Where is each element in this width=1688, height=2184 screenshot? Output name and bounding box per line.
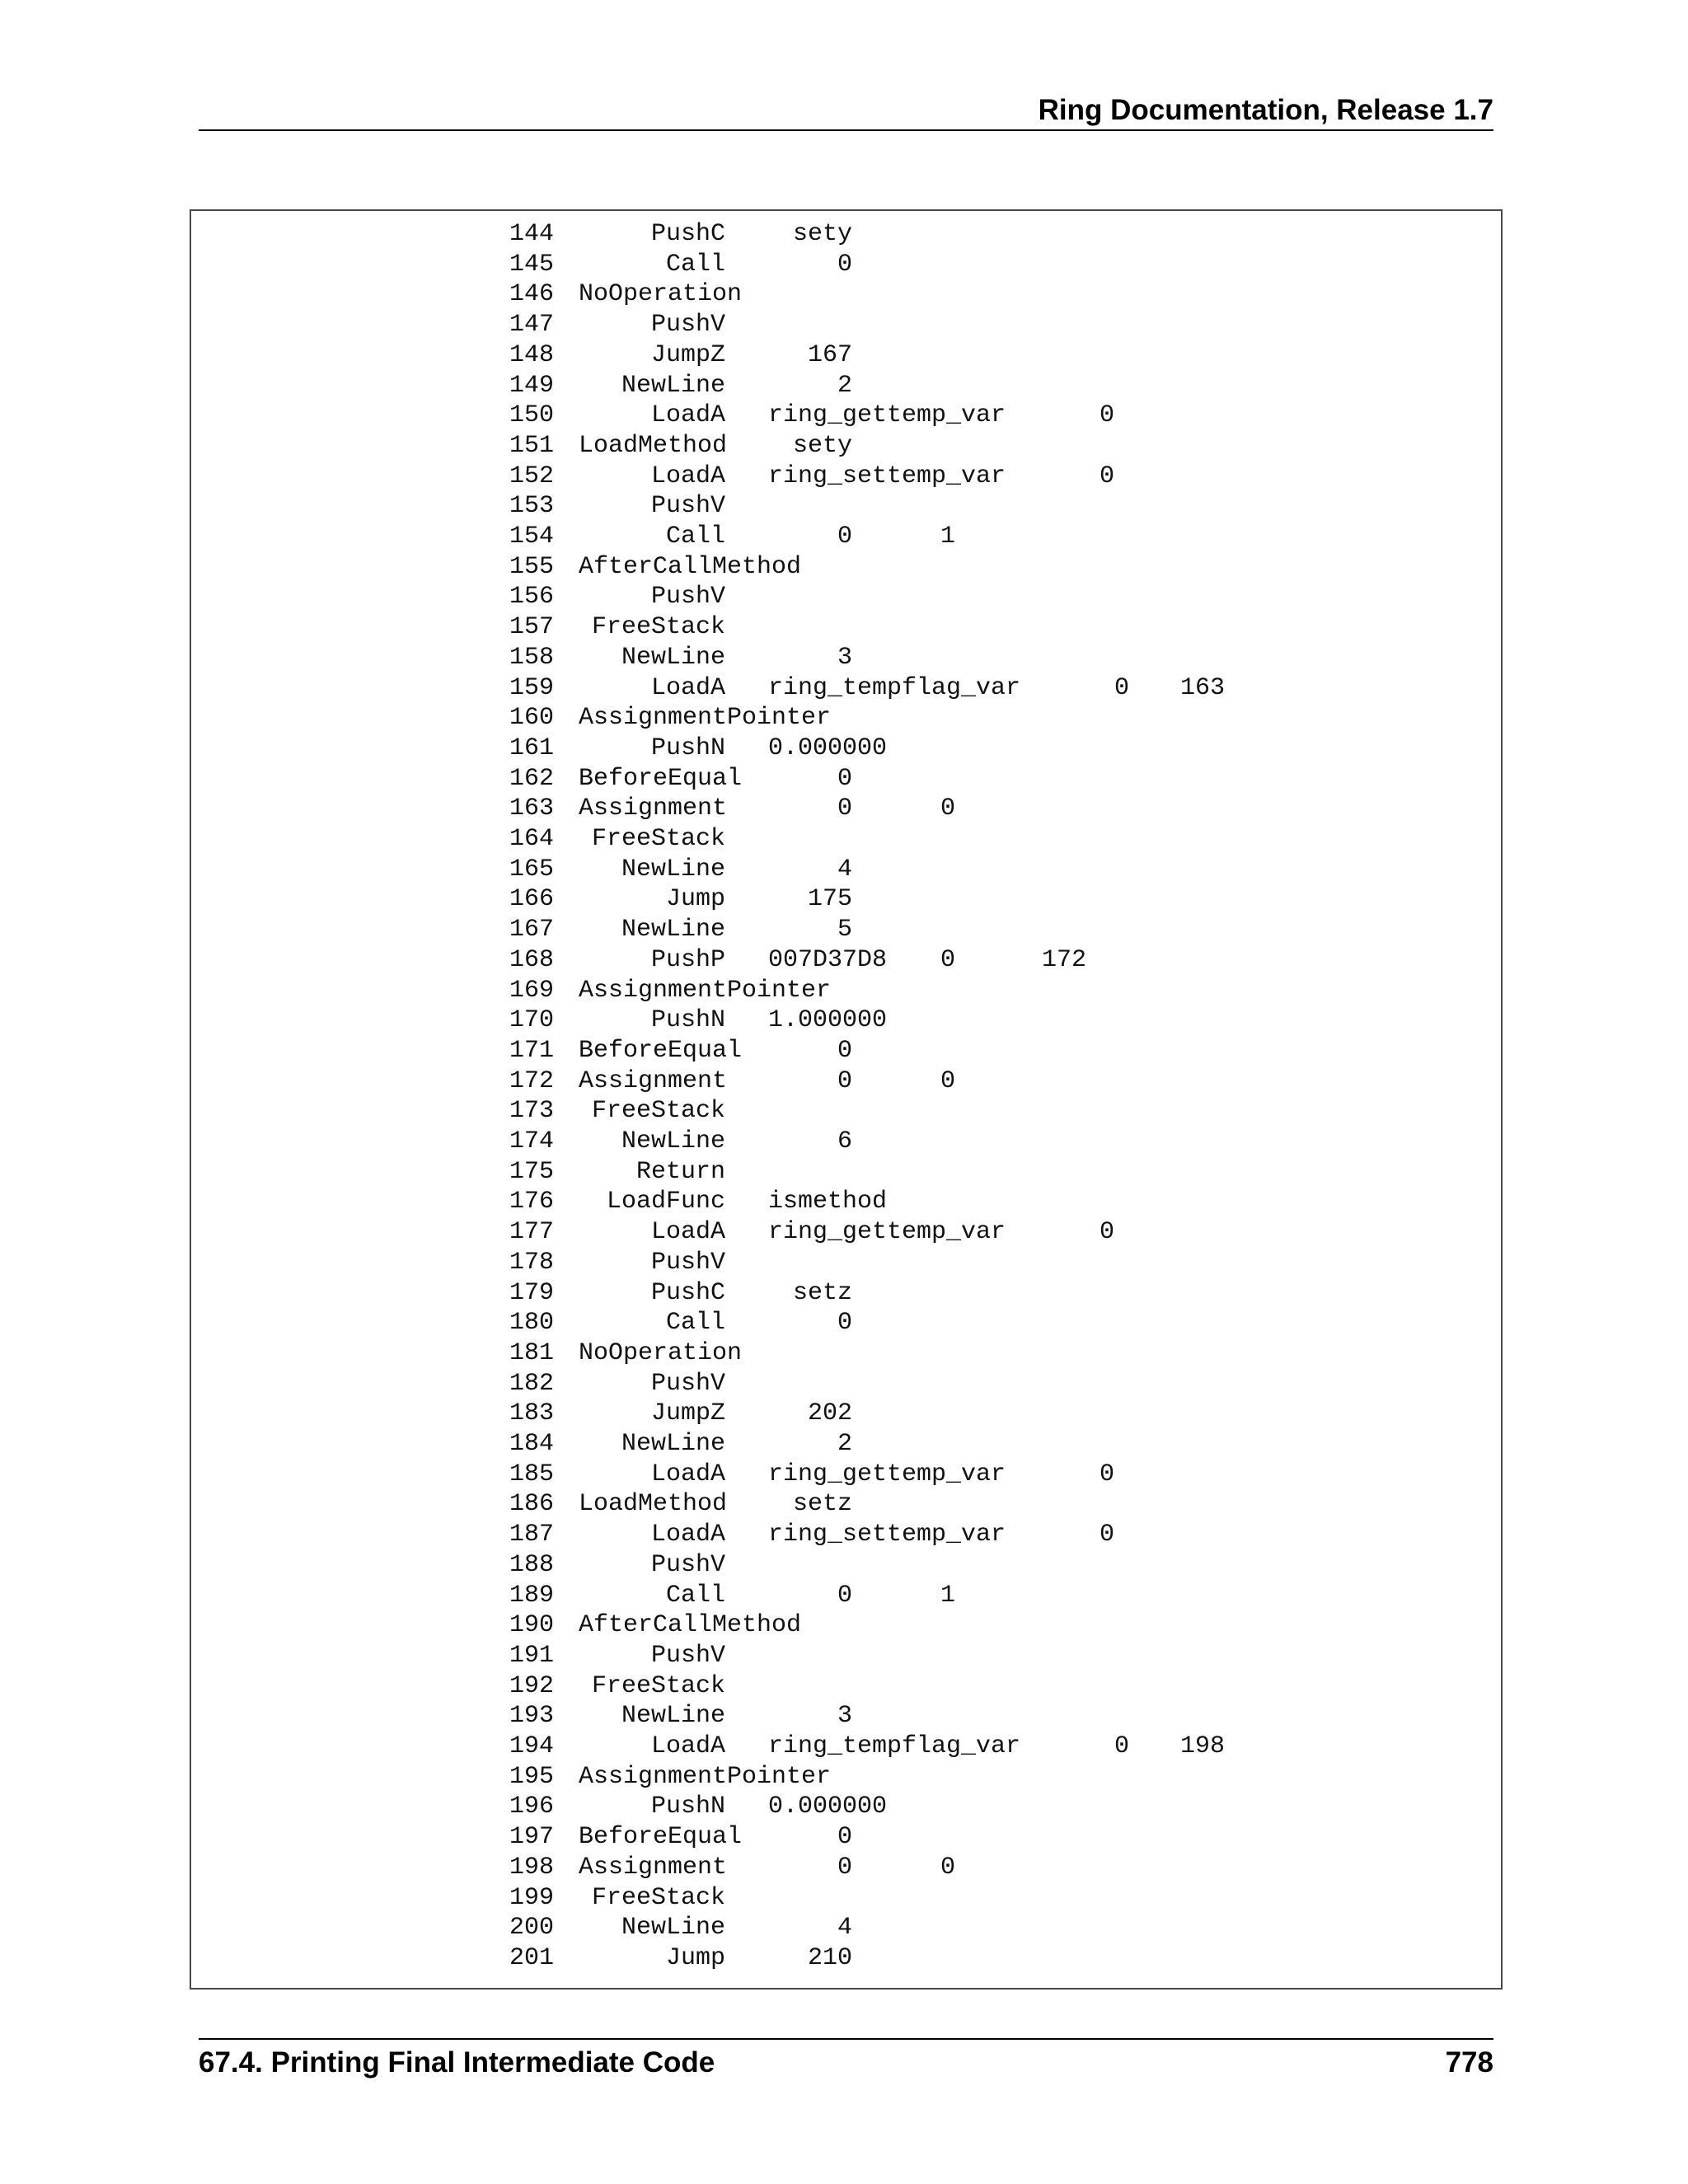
- line-number: 149: [509, 371, 555, 400]
- line-number: 144: [509, 220, 555, 248]
- line-number: 147: [509, 311, 555, 340]
- line-number: 157: [509, 613, 555, 642]
- operand-2: 0: [940, 1066, 956, 1095]
- opcode: BeforeEqual: [579, 1036, 743, 1065]
- line-number: 155: [509, 552, 555, 581]
- line-number: 201: [509, 1943, 555, 1972]
- opcode: PushP: [651, 945, 726, 974]
- operand-3: 163: [1180, 673, 1226, 702]
- opcode: NewLine: [621, 855, 726, 883]
- line-number: 198: [509, 1853, 555, 1882]
- line-number: 168: [509, 945, 555, 974]
- operand-1: 2: [837, 371, 853, 400]
- opcode: Jump: [666, 885, 726, 914]
- line-number: 200: [509, 1914, 555, 1943]
- opcode: Call: [666, 1581, 726, 1610]
- opcode: NewLine: [621, 643, 726, 672]
- opcode: AssignmentPointer: [579, 976, 832, 1005]
- opcode: JumpZ: [651, 1399, 726, 1428]
- line-number: 166: [509, 885, 555, 914]
- opcode: NoOperation: [579, 280, 743, 309]
- operand-2: 0: [1114, 1732, 1130, 1760]
- line-number: 183: [509, 1399, 555, 1428]
- opcode: PushC: [651, 220, 726, 248]
- opcode: PushV: [651, 1550, 726, 1579]
- opcode: FreeStack: [592, 825, 726, 853]
- operand-1: 0: [837, 250, 853, 279]
- line-number: 158: [509, 643, 555, 672]
- opcode: PushN: [651, 1793, 726, 1821]
- line-number: 156: [509, 583, 555, 612]
- line-number: 172: [509, 1066, 555, 1095]
- operand-2: 0: [1100, 1218, 1115, 1247]
- opcode: NewLine: [621, 1914, 726, 1943]
- operand-2: 0: [1100, 462, 1115, 490]
- opcode: NewLine: [621, 1702, 726, 1731]
- operand-1: 0: [837, 1309, 853, 1338]
- document-title: Ring Documentation, Release 1.7: [1038, 94, 1493, 126]
- operand-1: sety: [793, 220, 853, 248]
- opcode: NewLine: [621, 1127, 726, 1155]
- line-number: 176: [509, 1188, 555, 1216]
- operand-1: ring_tempflag_var: [768, 673, 1021, 702]
- opcode: PushN: [651, 1006, 726, 1035]
- operand-3: 198: [1180, 1732, 1226, 1760]
- line-number: 153: [509, 492, 555, 521]
- operand-1: setz: [793, 1278, 853, 1307]
- line-number: 159: [509, 673, 555, 702]
- line-number: 150: [509, 401, 555, 430]
- header-divider: [199, 129, 1493, 131]
- operand-1: 202: [808, 1399, 853, 1428]
- operand-1: 0: [837, 1581, 853, 1610]
- opcode: LoadA: [651, 1732, 726, 1760]
- operand-1: 2: [837, 1430, 853, 1458]
- line-number: 145: [509, 250, 555, 279]
- operand-1: 0.000000: [768, 733, 888, 762]
- footer-divider: [199, 2038, 1493, 2040]
- opcode: FreeStack: [592, 613, 726, 642]
- line-number: 164: [509, 825, 555, 853]
- opcode: FreeStack: [592, 1883, 726, 1912]
- opcode: Assignment: [579, 1066, 728, 1095]
- line-number: 179: [509, 1278, 555, 1307]
- opcode: LoadA: [651, 1521, 726, 1549]
- opcode: PushV: [651, 1369, 726, 1398]
- opcode: PushN: [651, 733, 726, 762]
- opcode: NewLine: [621, 916, 726, 944]
- line-number: 197: [509, 1823, 555, 1852]
- line-number: 192: [509, 1671, 555, 1700]
- line-number: 151: [509, 431, 555, 460]
- line-number: 191: [509, 1641, 555, 1670]
- operand-1: 3: [837, 643, 853, 672]
- line-number: 148: [509, 340, 555, 369]
- operand-1: ring_tempflag_var: [768, 1732, 1021, 1760]
- opcode: BeforeEqual: [579, 1823, 743, 1852]
- opcode: Assignment: [579, 1853, 728, 1882]
- line-number: 182: [509, 1369, 555, 1398]
- line-number: 189: [509, 1581, 555, 1610]
- line-number: 199: [509, 1883, 555, 1912]
- opcode: BeforeEqual: [579, 764, 743, 793]
- line-number: 194: [509, 1732, 555, 1760]
- section-title: 67.4. Printing Final Intermediate Code: [199, 2046, 715, 2079]
- operand-1: 167: [808, 340, 853, 369]
- line-number: 177: [509, 1218, 555, 1247]
- opcode: LoadFunc: [607, 1188, 726, 1216]
- operand-2: 0: [1100, 1460, 1115, 1488]
- opcode: JumpZ: [651, 340, 726, 369]
- opcode: AfterCallMethod: [579, 1611, 802, 1640]
- opcode: NewLine: [621, 371, 726, 400]
- opcode: FreeStack: [592, 1097, 726, 1126]
- line-number: 188: [509, 1550, 555, 1579]
- opcode: Assignment: [579, 794, 728, 823]
- operand-1: 0: [837, 764, 853, 793]
- line-number: 162: [509, 764, 555, 793]
- page-header: [199, 89, 1493, 130]
- opcode: FreeStack: [592, 1671, 726, 1700]
- operand-1: sety: [793, 431, 853, 460]
- line-number: 163: [509, 794, 555, 823]
- opcode: LoadA: [651, 401, 726, 430]
- opcode: LoadA: [651, 1460, 726, 1488]
- opcode: Call: [666, 1309, 726, 1338]
- operand-2: 1: [940, 1581, 956, 1610]
- opcode: PushV: [651, 1248, 726, 1277]
- operand-1: ring_gettemp_var: [768, 1218, 1006, 1247]
- line-number: 178: [509, 1248, 555, 1277]
- opcode: LoadA: [651, 462, 726, 490]
- operand-1: 3: [837, 1702, 853, 1731]
- opcode: LoadA: [651, 673, 726, 702]
- line-number: 173: [509, 1097, 555, 1126]
- line-number: 186: [509, 1490, 555, 1519]
- operand-1: ring_gettemp_var: [768, 1460, 1006, 1488]
- operand-1: 175: [808, 885, 853, 914]
- operand-1: setz: [793, 1490, 853, 1519]
- opcode: Call: [666, 523, 726, 551]
- operand-2: 0: [940, 794, 956, 823]
- line-number: 190: [509, 1611, 555, 1640]
- operand-2: 1: [940, 523, 956, 551]
- line-number: 170: [509, 1006, 555, 1035]
- line-number: 184: [509, 1430, 555, 1458]
- operand-1: 0: [837, 794, 853, 823]
- opcode: NoOperation: [579, 1338, 743, 1367]
- operand-1: 0: [837, 1036, 853, 1065]
- line-number: 152: [509, 462, 555, 490]
- line-number: 174: [509, 1127, 555, 1155]
- operand-2: 0: [1100, 1521, 1115, 1549]
- opcode: LoadA: [651, 1218, 726, 1247]
- opcode: PushV: [651, 1641, 726, 1670]
- operand-3: 172: [1042, 945, 1087, 974]
- opcode: AssignmentPointer: [579, 704, 832, 733]
- opcode: PushV: [651, 492, 726, 521]
- line-number: 193: [509, 1702, 555, 1731]
- opcode: AssignmentPointer: [579, 1762, 832, 1791]
- line-number: 187: [509, 1521, 555, 1549]
- operand-1: ismethod: [768, 1188, 888, 1216]
- line-number: 146: [509, 280, 555, 309]
- operand-1: 4: [837, 855, 853, 883]
- line-number: 161: [509, 733, 555, 762]
- operand-1: 0: [837, 523, 853, 551]
- line-number: 169: [509, 976, 555, 1005]
- line-number: 180: [509, 1309, 555, 1338]
- opcode: AfterCallMethod: [579, 552, 802, 581]
- opcode: NewLine: [621, 1430, 726, 1458]
- opcode: PushC: [651, 1278, 726, 1307]
- line-number: 185: [509, 1460, 555, 1488]
- operand-1: ring_gettemp_var: [768, 401, 1006, 430]
- line-number: 171: [509, 1036, 555, 1065]
- page-number: 778: [1445, 2046, 1493, 2079]
- line-number: 154: [509, 523, 555, 551]
- line-number: 195: [509, 1762, 555, 1791]
- line-number: 165: [509, 855, 555, 883]
- operand-1: ring_settemp_var: [768, 462, 1006, 490]
- line-number: 196: [509, 1793, 555, 1821]
- operand-2: 0: [940, 945, 956, 974]
- line-number: 160: [509, 704, 555, 733]
- line-number: 175: [509, 1157, 555, 1186]
- opcode: LoadMethod: [579, 431, 728, 460]
- opcode: PushV: [651, 311, 726, 340]
- code-listing: [190, 209, 1503, 1990]
- operand-1: 0: [837, 1066, 853, 1095]
- operand-2: 0: [940, 1853, 956, 1882]
- operand-1: 007D37D8: [768, 945, 888, 974]
- operand-1: 210: [808, 1943, 853, 1972]
- operand-2: 0: [1114, 673, 1130, 702]
- opcode: PushV: [651, 583, 726, 612]
- line-number: 181: [509, 1338, 555, 1367]
- operand-1: 5: [837, 916, 853, 944]
- opcode: Call: [666, 250, 726, 279]
- operand-1: 0: [837, 1823, 853, 1852]
- operand-1: 0.000000: [768, 1793, 888, 1821]
- opcode: Jump: [666, 1943, 726, 1972]
- operand-1: 4: [837, 1914, 853, 1943]
- operand-1: 0: [837, 1853, 853, 1882]
- operand-2: 0: [1100, 401, 1115, 430]
- opcode: LoadMethod: [579, 1490, 728, 1519]
- operand-1: ring_settemp_var: [768, 1521, 1006, 1549]
- opcode: Return: [636, 1157, 726, 1186]
- operand-1: 6: [837, 1127, 853, 1155]
- line-number: 167: [509, 916, 555, 944]
- operand-1: 1.000000: [768, 1006, 888, 1035]
